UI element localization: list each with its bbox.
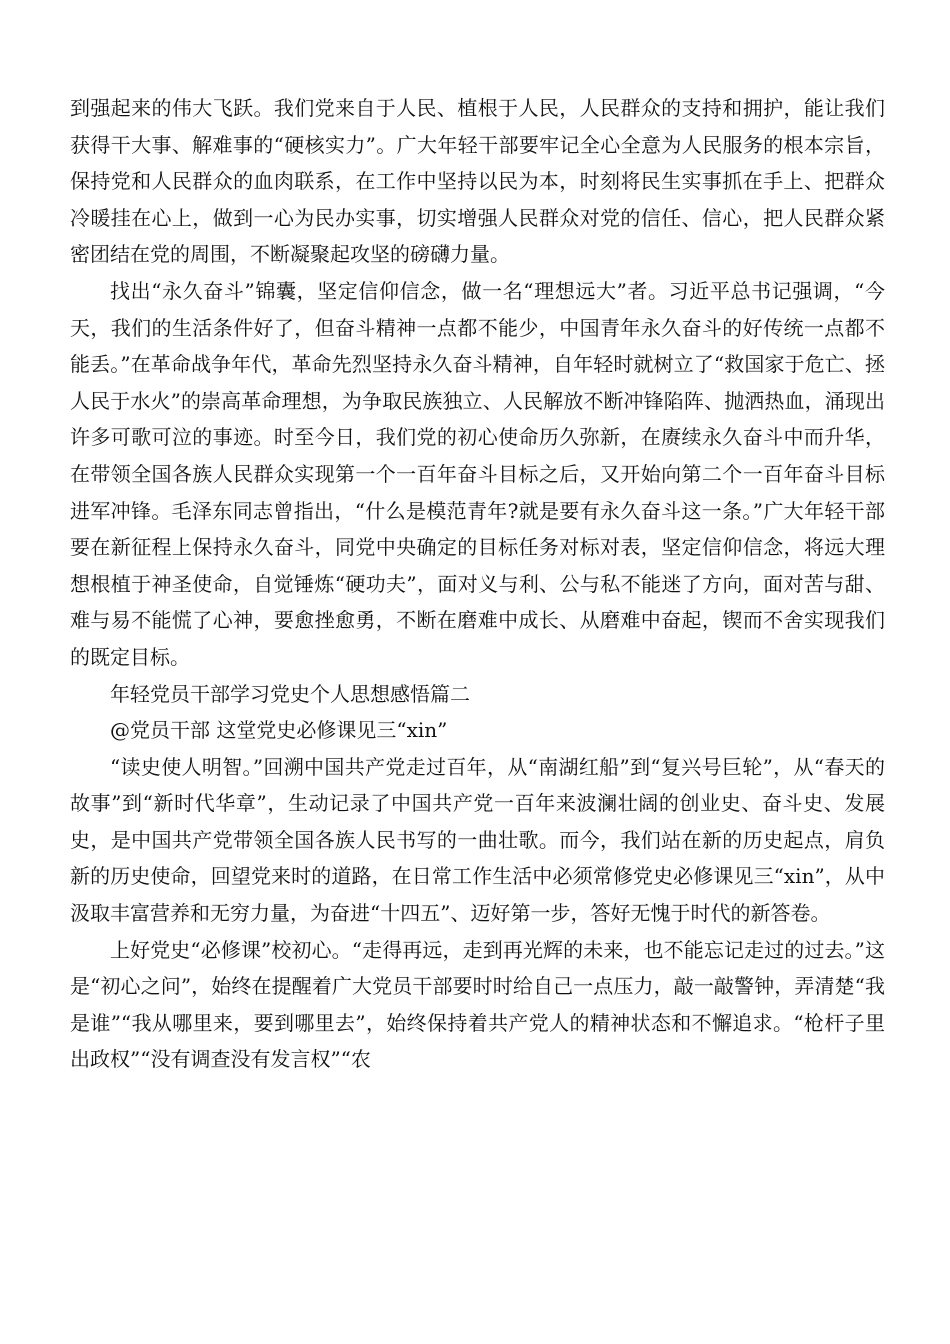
paragraph-eternal-struggle: 找出“永久奋斗”锦囊，坚定信仰信念，做一名“理想远大”者。习近平总书记强调，“今天，我们的生活条件好了，但奋斗精神一点都不能少，中国青年永久奋斗的好传统一点都不能丢。”在革命战争年代，革命先烈坚持永久奋斗精神，自年轻时就树立了“救国家于危亡、拯人民于水火”的崇高革命理想，为争取民族独立、人民解放不断冲锋陷阵、抛洒热血，涌现出许多可歌可泣的事迹。时至今日，我们党的初心使命历久弥新，在赓续永久奋斗中而升华，在带领全国各族人民群众实现第一个一百年奋斗目标之后，又开始向第二个一百年奋斗目标进军冲锋。毛泽东同志曾指出，“什么是模范青年?就是要有永久奋斗这一条。”广大年轻干部要在新征程上保持永久奋斗，同党中央确定的目标任务对标对表，坚定信仰信念，将远大理想根植于神圣使命，自觉锤炼“硬功夫”，面对义与利、公与私不能迷了方向，面对苦与甜、难与易不能慌了心神，要愈挫愈勇，不断在磨难中成长、从磨难中奋起，锲而不舍实现我们的既定目标。 [70, 278, 885, 669]
section-subtitle: @党员干部 这堂党史必修课见三“xin” [110, 718, 448, 743]
paragraph-continuation: 到强起来的伟大飞跃。我们党来自于人民、植根于人民，人民群众的支持和拥护，能让我们获得干大事、解难事的“硬核实力”。广大年轻干部要牢记全心全意为人民服务的根本宗旨，保持党和人民群众的血肉联系，在工作中坚持以民为本，时刻将民生实事抓在手上、把群众冷暖挂在心上，做到一心为民办实事，切实增强人民群众对党的信任、信心，把人民群众紧密团结在党的周围，不断凝聚起攻坚的磅礴力量。 [70, 96, 885, 267]
section-title: 年轻党员干部学习党史个人思想感悟篇二 [110, 681, 470, 706]
paragraph-original-mission: 上好党史“必修课”校初心。“走得再远，走到再光辉的未来，也不能忘记走过的过去。”这是“初心之问”，始终在提醒着广大党员干部要时时给自己一点压力，敲一敲警钟，弄清楚“我是谁”“我从哪里来，要到哪里去”，始终保持着共产党人的精神状态和不懈追求。“枪杆子里出政权”“没有调查没有发言权”“农 [70, 937, 885, 1072]
paragraph-history-wisdom: “读史使人明智。”回溯中国共产党走过百年，从“南湖红船”到“复兴号巨轮”，从“春天的故事”到“新时代华章”，生动记录了中国共产党一百年来波澜壮阔的创业史、奋斗史、发展史，是中国共产党带领全国各族人民书写的一曲壮歌。而今，我们站在新的历史起点，肩负新的历史使命，回望党来时的道路，在日常工作生活中必须常修党史必修课见三“xin”，从中汲取丰富营养和无穷力量，为奋进“十四五”、迈好第一步，答好无愧于时代的新答卷。 [70, 754, 885, 926]
document-page [70, 90, 885, 1078]
